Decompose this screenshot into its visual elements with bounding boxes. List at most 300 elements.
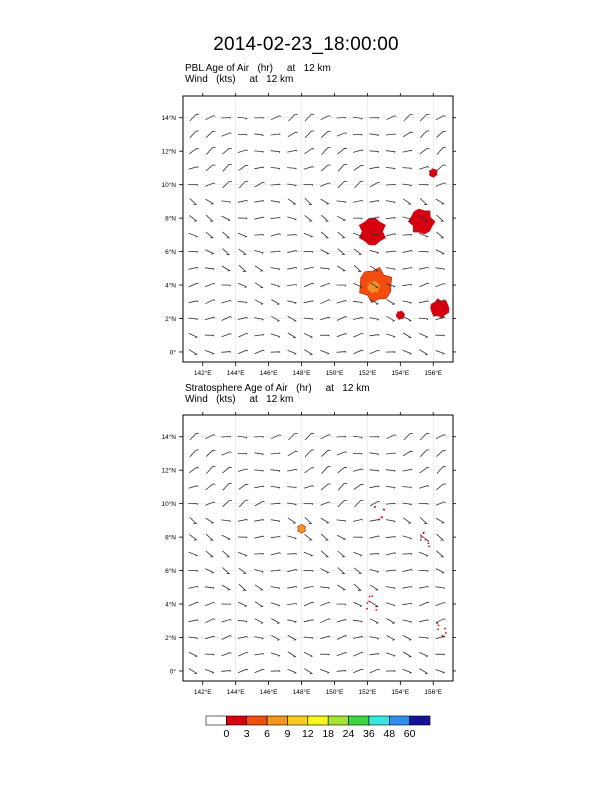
wind-barb <box>370 335 380 336</box>
wind-barb <box>419 652 427 656</box>
wind-barb <box>189 149 199 154</box>
age-region-core <box>367 281 380 294</box>
wind-barb <box>386 653 395 657</box>
wind-barb <box>322 467 331 474</box>
wind-barb <box>189 652 197 656</box>
wind-barb <box>353 469 363 471</box>
wind-barb <box>436 165 446 171</box>
wind-barb <box>189 534 196 540</box>
wind-barb <box>222 467 232 473</box>
wind-barb <box>338 568 345 574</box>
wind-barb <box>271 635 279 640</box>
wind-barb <box>386 453 395 454</box>
wind-barb <box>222 133 232 136</box>
age-speck <box>437 623 439 624</box>
wind-barb <box>189 301 199 303</box>
wind-barb <box>205 317 215 320</box>
wind-barb <box>288 451 298 456</box>
wind-barb <box>403 350 411 354</box>
x-tick-label: 152°E <box>358 370 377 377</box>
colorbar-swatch <box>328 716 348 725</box>
wind-barb <box>239 500 248 507</box>
wind-barb <box>419 251 428 252</box>
wind-barb <box>321 116 331 120</box>
wind-barb <box>320 587 329 589</box>
wind-barb <box>353 453 362 454</box>
wind-barb <box>289 433 298 440</box>
wind-barb <box>222 232 229 238</box>
wind-barb <box>305 149 315 154</box>
wind-barb <box>254 654 263 655</box>
wind-barb <box>320 335 329 336</box>
wind-barb <box>305 215 312 221</box>
wind-barb <box>255 669 265 673</box>
age-speck <box>367 602 369 603</box>
wind-barb <box>419 301 429 303</box>
wind-barb <box>386 151 395 153</box>
wind-barb <box>206 534 213 540</box>
wind-barb <box>435 268 444 270</box>
x-tick-label: 154°E <box>391 370 410 377</box>
wind-barb <box>188 504 197 505</box>
wind-barb <box>189 350 197 355</box>
wind-barb <box>435 335 444 336</box>
wind-barb <box>304 602 314 606</box>
age-speck <box>445 632 447 633</box>
wind-barb <box>190 114 199 121</box>
figure-title: 2014-02-23_18:00:00 <box>213 34 399 55</box>
wind-barb <box>386 470 395 472</box>
wind-barb <box>436 435 446 439</box>
wind-barb <box>386 268 395 270</box>
wind-barb <box>189 669 197 674</box>
wind-barbs <box>188 114 446 354</box>
wind-barb <box>386 537 395 538</box>
y-tick-label: 2°N <box>165 634 176 642</box>
wind-barb <box>321 131 330 137</box>
wind-barb <box>287 184 296 186</box>
wind-barb <box>304 586 314 588</box>
age-region <box>360 268 392 303</box>
wind-barb <box>190 517 197 523</box>
x-tick-label: 150°E <box>325 370 344 377</box>
map-panel <box>161 93 456 377</box>
wind-barb <box>271 653 280 657</box>
x-tick-label: 144°E <box>226 689 245 696</box>
wind-barb <box>337 301 347 304</box>
wind-barb <box>239 265 246 271</box>
wind-barb <box>189 468 199 473</box>
wind-barb <box>238 134 247 135</box>
wind-barb <box>287 469 297 471</box>
wind-barb <box>419 267 429 269</box>
wind-barb <box>370 151 379 153</box>
wind-barb <box>370 235 379 236</box>
wind-barb <box>320 602 330 605</box>
wind-barb <box>337 671 346 672</box>
wind-barb <box>288 652 296 657</box>
wind-barb <box>386 352 395 353</box>
wind-barb <box>386 134 395 135</box>
x-tick-label: 148°E <box>292 370 311 377</box>
colorbar-swatch <box>308 716 328 725</box>
wind-barb <box>386 587 395 589</box>
wind-barb <box>353 117 362 119</box>
x-tick-label: 152°E <box>358 689 377 696</box>
wind-barb <box>271 316 279 321</box>
x-tick-label: 148°E <box>292 689 311 696</box>
wind-barb <box>271 503 280 504</box>
x-tick-label: 154°E <box>391 689 410 696</box>
wind-barb <box>435 654 444 655</box>
wind-barb <box>205 250 213 255</box>
age-speck <box>381 517 383 518</box>
wind-barb <box>338 148 348 154</box>
wind-barb <box>402 554 411 555</box>
wind-barb <box>255 266 263 271</box>
colorbar-label: 60 <box>403 728 416 740</box>
wind-barb <box>238 150 248 153</box>
wind-barb <box>353 301 362 303</box>
wind-barb <box>205 183 215 186</box>
wind-barb <box>271 218 281 219</box>
wind-barb <box>403 469 413 471</box>
wind-barb <box>188 185 197 186</box>
wind-barb <box>353 552 361 556</box>
age-speck <box>376 609 378 610</box>
y-tick-label: 8°N <box>165 534 176 542</box>
wind-barb <box>188 571 197 572</box>
wind-barb <box>287 150 297 152</box>
wind-barb <box>436 502 446 506</box>
y-tick-label: 2°N <box>165 315 176 323</box>
wind-barb <box>305 468 315 473</box>
age-region <box>396 311 405 320</box>
wind-barb <box>271 151 280 153</box>
wind-barb <box>337 620 347 623</box>
colorbar-swatch <box>206 716 226 725</box>
wind-barb <box>271 116 281 120</box>
colorbar-swatch <box>410 716 430 725</box>
age-speck <box>379 519 381 520</box>
wind-barb <box>254 250 263 253</box>
wind-barb <box>322 148 331 155</box>
wind-barb <box>337 216 345 221</box>
wind-barb <box>288 669 296 673</box>
wind-barb <box>189 552 197 556</box>
wind-barb <box>370 654 380 655</box>
wind-barb <box>188 318 197 320</box>
wind-barb <box>403 518 410 523</box>
wind-barb <box>287 217 296 220</box>
wind-barb <box>353 283 361 287</box>
wind-barb <box>254 318 263 321</box>
wind-barb <box>304 167 314 170</box>
y-tick-label: 14°N <box>161 115 176 123</box>
wind-barb <box>370 350 380 353</box>
wind-barb <box>287 301 296 304</box>
wind-barb <box>189 333 197 337</box>
wind-barb <box>338 164 347 171</box>
wind-barb <box>304 283 314 287</box>
wind-barb <box>354 165 364 170</box>
wind-barb <box>321 165 330 171</box>
y-tick-label: 14°N <box>161 434 176 442</box>
wind-barb <box>403 620 412 623</box>
wind-barb <box>402 284 412 285</box>
wind-barb <box>189 167 199 170</box>
wind-barb <box>305 450 314 457</box>
wind-barb <box>304 301 314 303</box>
age-speck <box>444 628 446 629</box>
wind-barb <box>419 620 429 622</box>
wind-barb <box>337 133 347 136</box>
wind-barb <box>222 551 229 557</box>
wind-barb <box>404 114 413 121</box>
wind-barb <box>370 669 380 672</box>
age-region <box>431 299 449 319</box>
wind-barb <box>206 551 213 557</box>
wind-barb <box>255 585 263 590</box>
age-speck <box>438 625 440 626</box>
wind-barb <box>354 265 361 271</box>
x-tick-label: 142°E <box>193 370 212 377</box>
colorbar-swatch <box>349 716 369 725</box>
wind-barb <box>337 653 347 656</box>
wind-barb <box>189 620 199 622</box>
wind-barb <box>370 300 378 305</box>
wind-barb <box>238 283 246 287</box>
wind-barb <box>221 118 230 119</box>
wind-barb <box>403 251 413 253</box>
wind-barbs <box>188 433 446 674</box>
wind-barb <box>222 148 232 154</box>
wind-barb <box>287 285 297 286</box>
wind-barb <box>386 201 395 204</box>
colorbar-label: 24 <box>342 728 355 740</box>
wind-barb <box>238 552 246 556</box>
wind-barb <box>254 167 264 169</box>
colorbar-label: 36 <box>363 728 375 740</box>
wind-barb <box>386 520 395 523</box>
colorbar-swatch <box>288 716 308 725</box>
wind-barb <box>403 150 413 152</box>
wind-barb <box>205 636 215 639</box>
y-tick-label: 8°N <box>165 215 176 223</box>
wind-barb <box>420 131 429 138</box>
wind-barb <box>436 551 443 557</box>
wind-barb <box>271 268 280 270</box>
wind-barb <box>370 217 380 219</box>
wind-barb <box>289 114 298 121</box>
wind-barb <box>223 249 230 255</box>
age-speck <box>420 539 422 540</box>
wind-barb <box>189 602 199 606</box>
age-speck <box>371 595 373 596</box>
wind-barb <box>436 199 444 204</box>
wind-barb <box>337 118 346 119</box>
wind-barb <box>238 350 248 354</box>
wind-barb <box>338 467 348 473</box>
wind-barb <box>370 283 378 288</box>
wind-barb <box>403 669 411 673</box>
wind-barb <box>436 351 445 355</box>
wind-barb <box>436 484 446 490</box>
age-speck <box>428 543 430 544</box>
wind-barb <box>287 235 296 236</box>
wind-barb <box>419 185 428 186</box>
wind-barb <box>320 636 330 639</box>
colorbar-label: 12 <box>301 728 314 740</box>
wind-barb <box>254 637 263 640</box>
wind-barb <box>436 603 446 606</box>
wind-barb <box>437 148 446 155</box>
age-region <box>429 169 437 178</box>
y-tick-label: 0° <box>169 668 176 676</box>
wind-barb <box>206 165 216 171</box>
wind-barb <box>436 317 446 320</box>
wind-barb <box>337 437 346 438</box>
wind-barb <box>321 199 329 204</box>
wind-barb <box>271 201 280 203</box>
wind-barb <box>337 352 346 353</box>
wind-barb <box>403 217 412 220</box>
wind-barb <box>255 283 263 288</box>
wind-barb <box>386 570 396 571</box>
wind-barb <box>205 619 215 623</box>
wind-barb <box>386 116 396 120</box>
wind-barb <box>321 484 330 490</box>
wind-barb <box>420 517 427 523</box>
wind-barb <box>239 484 249 489</box>
wind-barb <box>254 118 263 119</box>
wind-barb <box>189 283 199 287</box>
y-tick-label: 4°N <box>165 282 176 290</box>
wind-barb <box>437 467 446 474</box>
wind-barb <box>321 250 329 255</box>
wind-barb <box>420 433 429 440</box>
wind-barb <box>206 518 214 523</box>
x-tick-label: 142°E <box>193 689 212 696</box>
wind-barb <box>221 437 230 438</box>
wind-barb <box>271 537 281 538</box>
wind-barb <box>420 534 427 540</box>
wind-barb <box>419 167 429 170</box>
wind-barb <box>238 218 247 219</box>
wind-barb <box>370 437 379 438</box>
age-region <box>408 209 435 234</box>
wind-barb <box>189 486 199 489</box>
wind-barb <box>239 584 246 590</box>
wind-barb <box>305 131 314 138</box>
age-speck <box>369 596 371 597</box>
wind-barb <box>205 669 214 673</box>
age-speck <box>381 517 383 518</box>
wind-barb <box>353 200 363 202</box>
wind-barb <box>338 232 345 238</box>
wind-barb <box>287 554 296 555</box>
wind-barb <box>304 267 314 269</box>
wind-barb <box>271 284 280 288</box>
wind-barb <box>304 252 313 253</box>
wind-barb <box>386 671 395 672</box>
colorbar-label: 6 <box>264 728 271 740</box>
wind-barb <box>320 317 330 320</box>
wind-barb <box>271 251 281 252</box>
wind-barb <box>353 669 363 673</box>
wind-barb <box>222 216 230 221</box>
wind-barb <box>239 568 246 574</box>
wind-barb <box>271 352 280 353</box>
wind-barb <box>288 635 296 640</box>
wind-barb <box>238 637 248 639</box>
wind-barb <box>255 350 265 354</box>
wind-barb <box>205 268 214 270</box>
wind-barb <box>238 669 248 673</box>
wind-barb <box>321 435 331 439</box>
colorbar-swatch <box>247 716 267 725</box>
wind-barb <box>320 268 329 270</box>
wind-barb <box>238 537 247 538</box>
wind-barb <box>386 603 395 607</box>
wind-barb <box>321 619 331 623</box>
wind-barb <box>353 637 363 639</box>
wind-barb <box>386 553 396 555</box>
age-speck <box>375 606 377 607</box>
wind-barb <box>337 520 346 522</box>
map-panel <box>161 412 456 696</box>
wind-barb <box>238 652 248 656</box>
x-tick-label: 156°E <box>424 370 443 377</box>
wind-barb <box>353 519 363 521</box>
wind-barb <box>420 350 428 355</box>
wind-barb <box>353 652 363 656</box>
wind-barb <box>370 250 379 253</box>
wind-barb <box>337 535 345 540</box>
wind-barb <box>370 501 380 506</box>
wind-barb <box>304 233 312 237</box>
wind-barb <box>386 503 395 504</box>
wind-barb <box>437 534 444 540</box>
wind-barb <box>420 215 427 221</box>
wind-barb <box>338 249 345 255</box>
wind-barb <box>239 181 248 188</box>
wind-barb <box>436 232 443 238</box>
wind-barb <box>271 300 279 305</box>
wind-barb <box>337 201 346 203</box>
wind-barb <box>222 636 232 640</box>
y-tick-label: 10°N <box>161 500 176 508</box>
wind-barb <box>305 114 314 121</box>
wind-barb <box>420 669 428 674</box>
wind-barb <box>337 636 347 640</box>
wind-barb <box>238 201 248 203</box>
wind-barb <box>419 233 427 237</box>
wind-barb <box>271 470 280 472</box>
panel2-title: Stratosphere Age of Air (hr) at 12 km Wind (kts) at 12 km <box>185 383 370 405</box>
wind-barb <box>222 585 230 590</box>
wind-barb <box>386 184 395 185</box>
wind-barb <box>254 520 264 522</box>
wind-barb <box>305 198 312 204</box>
wind-barb <box>287 587 297 589</box>
wind-barb <box>320 669 329 673</box>
wind-barb <box>338 483 347 490</box>
wind-barb <box>205 569 213 574</box>
wind-barb <box>435 587 444 589</box>
wind-barb <box>271 486 280 488</box>
wind-barb <box>437 131 446 137</box>
